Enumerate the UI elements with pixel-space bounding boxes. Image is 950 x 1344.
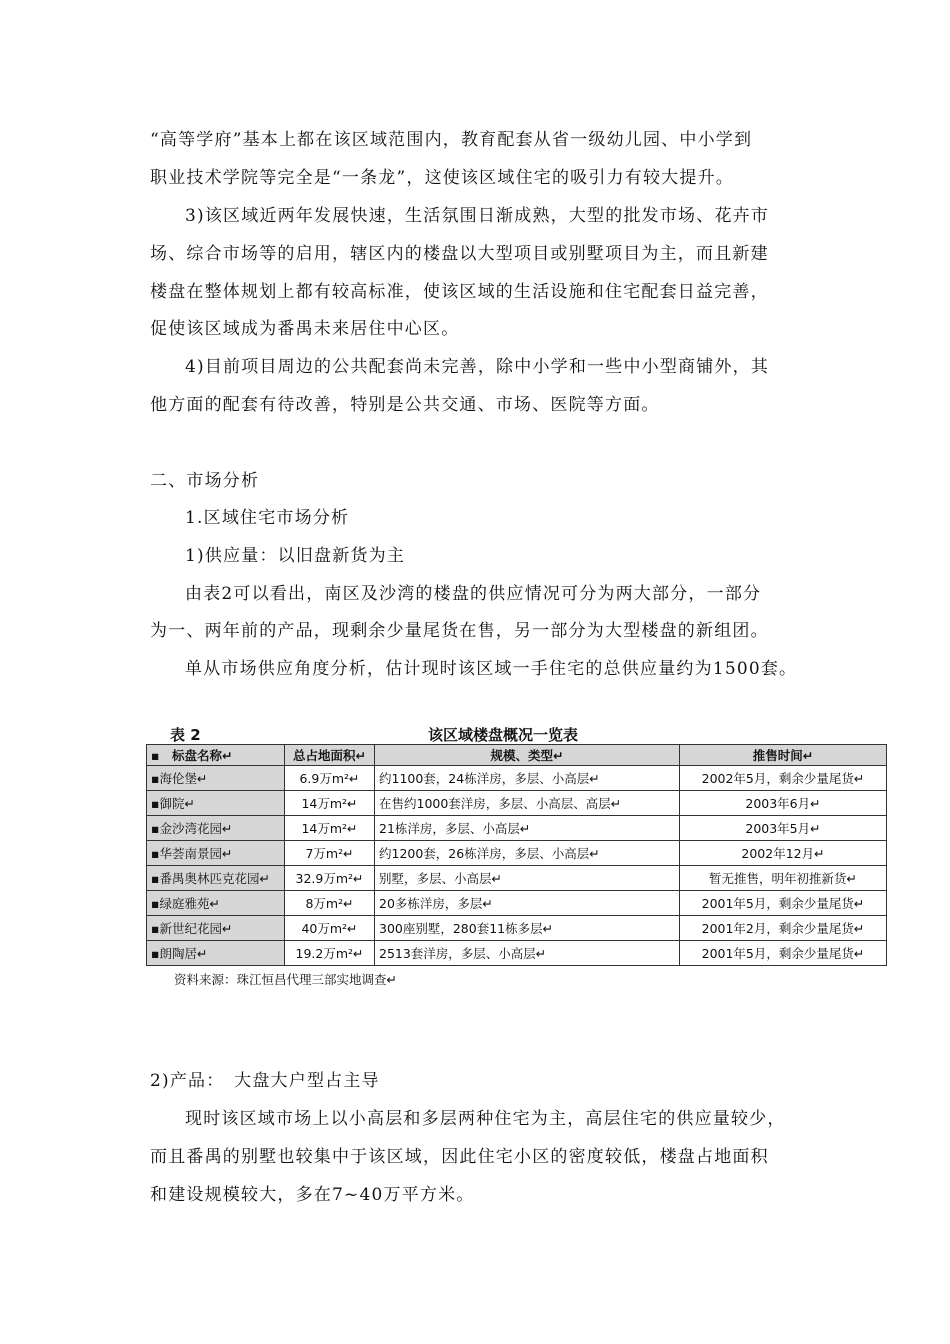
cell-sale-time: 2002年12月↵ bbox=[680, 841, 887, 866]
cell-area: 6.9万m²↵ bbox=[285, 766, 375, 791]
cell-scale: 2513套洋房，多层、小高层↵ bbox=[375, 941, 680, 966]
header-scale: 规模、类型↵ bbox=[375, 745, 680, 766]
paragraph-line: 4)目前项目周边的公共配套尚未完善，除中小学和一些中小型商铺外，其 bbox=[185, 357, 770, 377]
paragraph-line: 和建设规模较大，多在7~40万平方米。 bbox=[150, 1185, 475, 1205]
cell-scale: 约1100套，24栋洋房，多层、小高层↵ bbox=[375, 766, 680, 791]
cell-area: 14万m²↵ bbox=[285, 816, 375, 841]
property-table bbox=[146, 744, 887, 966]
paragraph-line: 促使该区域成为番禺未来居住中心区。 bbox=[150, 319, 460, 339]
subsection-heading: 1.区域住宅市场分析 bbox=[185, 508, 350, 528]
table-row bbox=[147, 916, 887, 941]
subsection-heading: 2)产品： 大盘大户型占主导 bbox=[150, 1071, 380, 1091]
cell-sale-time: 2001年2月，剩余少量尾货↵ bbox=[680, 916, 887, 941]
table-row bbox=[147, 791, 887, 816]
cell-area: 8万m²↵ bbox=[285, 891, 375, 916]
header-area: 总占地面积↵ bbox=[285, 745, 375, 766]
property-table-block bbox=[146, 718, 886, 988]
cell-name: ▪朗陶居↵ bbox=[147, 941, 285, 966]
cell-sale-time: 暂无推售，明年初推新货↵ bbox=[680, 866, 887, 891]
paragraph-line: 为一、两年前的产品，现剩余少量尾货在售，另一部分为大型楼盘的新组团。 bbox=[150, 621, 769, 641]
paragraph-line: 楼盘在整体规划上都有较高标准，使该区域的生活设施和住宅配套日益完善， bbox=[150, 282, 769, 302]
paragraph-line: 单从市场供应角度分析，估计现时该区域一手住宅的总供应量约为1500套。 bbox=[185, 659, 798, 679]
cell-scale: 20多栋洋房，多层↵ bbox=[375, 891, 680, 916]
paragraph-line: 而且番禺的别墅也较集中于该区域，因此住宅小区的密度较低，楼盘占地面积 bbox=[150, 1147, 769, 1167]
paragraph-line: 他方面的配套有待改善，特别是公共交通、市场、医院等方面。 bbox=[150, 395, 660, 415]
cell-name: ▪海伦堡↵ bbox=[147, 766, 285, 791]
table-row bbox=[147, 841, 887, 866]
cell-name: ▪绿庭雅苑↵ bbox=[147, 891, 285, 916]
cell-sale-time: 2002年5月，剩余少量尾货↵ bbox=[680, 766, 887, 791]
cell-scale: 约1200套，26栋洋房，多层、小高层↵ bbox=[375, 841, 680, 866]
table-row bbox=[147, 941, 887, 966]
table-label: 表 2 bbox=[170, 726, 201, 744]
paragraph-line: 现时该区域市场上以小高层和多层两种住宅为主，高层住宅的供应量较少， bbox=[185, 1109, 786, 1129]
table-row bbox=[147, 866, 887, 891]
table-header-row bbox=[147, 745, 887, 766]
cell-area: 7万m²↵ bbox=[285, 841, 375, 866]
cell-sale-time: 2001年5月，剩余少量尾货↵ bbox=[680, 941, 887, 966]
section-heading: 二、市场分析 bbox=[150, 471, 260, 491]
header-name: ▪ 标盘名称↵ bbox=[147, 745, 285, 766]
paragraph-line: 3)该区域近两年发展快速，生活氛围日渐成熟，大型的批发市场、花卉市 bbox=[185, 206, 770, 226]
subsection-heading: 1)供应量：以旧盘新货为主 bbox=[185, 546, 406, 566]
cell-sale-time: 2003年5月↵ bbox=[680, 816, 887, 841]
cell-area: 32.9万m²↵ bbox=[285, 866, 375, 891]
cell-scale: 别墅，多层、小高层↵ bbox=[375, 866, 680, 891]
table-row bbox=[147, 891, 887, 916]
cell-scale: 在售约1000套洋房，多层、小高层、高层↵ bbox=[375, 791, 680, 816]
paragraph-line: 由表2可以看出，南区及沙湾的楼盘的供应情况可分为两大部分，一部分 bbox=[185, 584, 762, 604]
table-title-row bbox=[146, 718, 886, 744]
paragraph-line: 场、综合市场等的启用，辖区内的楼盘以大型项目或别墅项目为主，而且新建 bbox=[150, 244, 769, 264]
cell-sale-time: 2001年5月，剩余少量尾货↵ bbox=[680, 891, 887, 916]
paragraph-line: 职业技术学院等完全是“一条龙”，这使该区域住宅的吸引力有较大提升。 bbox=[150, 168, 734, 188]
table-title: 该区域楼盘概况一览表 bbox=[428, 726, 579, 744]
cell-name: ▪番禺奥林匹克花园↵ bbox=[147, 866, 285, 891]
table-source-note: 资料来源：珠江恒昌代理三部实地调查↵ bbox=[174, 972, 397, 987]
cell-scale: 21栋洋房，多层、小高层↵ bbox=[375, 816, 680, 841]
paragraph-line: “高等学府”基本上都在该区域范围内，教育配套从省一级幼儿园、中小学到 bbox=[150, 130, 753, 150]
cell-name: ▪金沙湾花园↵ bbox=[147, 816, 285, 841]
cell-area: 19.2万m²↵ bbox=[285, 941, 375, 966]
cell-name: ▪新世纪花园↵ bbox=[147, 916, 285, 941]
cell-name: ▪华荟南景园↵ bbox=[147, 841, 285, 866]
header-sale-time: 推售时间↵ bbox=[680, 745, 887, 766]
cell-scale: 300座别墅，280套11栋多层↵ bbox=[375, 916, 680, 941]
table-row bbox=[147, 816, 887, 841]
cell-area: 40万m²↵ bbox=[285, 916, 375, 941]
cell-area: 14万m²↵ bbox=[285, 791, 375, 816]
cell-sale-time: 2003年6月↵ bbox=[680, 791, 887, 816]
cell-name: ▪御院↵ bbox=[147, 791, 285, 816]
table-row bbox=[147, 766, 887, 791]
